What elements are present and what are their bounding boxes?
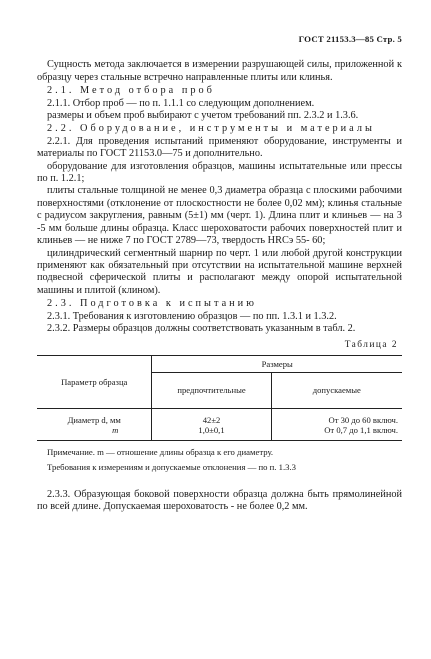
section-2-1-title: 2.1. Метод отбора проб <box>47 85 215 97</box>
section-2-2-title: 2.2. Оборудование, инструменты и материалы <box>47 123 375 135</box>
row-pref-diameter: 42±2 <box>202 414 221 425</box>
header-preferred: предпочтительные <box>152 372 271 408</box>
table-caption: Таблица 2 <box>344 340 398 351</box>
para-2-2-1-b: оборудование для изготовления образцов, машины испытательные или прессы по п. 1.2.1; <box>37 160 402 185</box>
row-name-diameter: Диаметр d, мм <box>67 414 121 425</box>
row-perm-m: От 0,7 до 1,1 включ. <box>324 425 398 436</box>
para-2-1-1-b: размеры и объем проб выбирают с учетом требований пп. 2.3.2 и 1.3.6. <box>47 110 359 122</box>
header-sizes: Размеры <box>152 355 402 372</box>
para-2-3-2: 2.3.2. Размеры образцов должны соответствовать указанным в табл. 2. <box>47 322 356 334</box>
page-header: ГОСТ 21153.3—85 Стр. 5 <box>298 34 402 44</box>
para-2-3-1: 2.3.1. Требования к изготовлению образцов — по пп. 1.3.1 и 1.3.2. <box>47 310 337 322</box>
header-param: Параметр образца <box>37 355 152 408</box>
table-2 <box>37 355 402 441</box>
header-permissible: допускаемые <box>271 372 402 408</box>
para-2-3-3: 2.3.3. Образующая боковой поверхности образца должна быть прямолинейной по всей длине. Допускаемая шероховатость - не более 0,2 мм. <box>37 488 402 513</box>
table-note-2: Требования к измерениям и допускаемые отклонения — по п. 1.3.3 <box>47 461 297 472</box>
table-row <box>37 408 402 440</box>
para-2-2-1-c: плиты стальные толщиной не менее 0,3 диаметра образца с плоскими рабочими поверхностями (отклонение от плоскостности не более 0,02 мм); клинья стальные с радиусом закругления, равным (5±1) мм (черт. 1). Длина плит и клиньев — на 3 -5 мм больше длины образца. Класс шероховатости рабочих поверхностей плит и клиньев — не ниже 7 по ГОСТ 2789—73, твердость HRCэ 55- 60; <box>37 185 402 247</box>
row-param-cell <box>37 408 152 440</box>
para-2-1-1: 2.1.1. Отбор проб — по п. 1.1.1 со следующим дополнением. <box>47 97 315 109</box>
row-name-m: m <box>112 425 119 436</box>
row-permissible-cell <box>271 408 402 440</box>
table-note: Примечание. m — отношение длины образца к его диаметру. <box>47 446 274 457</box>
para-2-2-1-d: цилиндрический сегментный шарнир по черт. 1 или любой другой конструкции применяют как обязательный при отсутствии на испытательной машине верхней подвесной сферической плиты и располагают между опорой испытательной машины и плитой (клином). <box>37 247 402 296</box>
row-pref-m: 1,0±0,1 <box>198 425 225 436</box>
row-preferred-cell <box>152 408 271 440</box>
para-2-2-1: 2.2.1. Для проведения испытаний применяют оборудование, инструменты и материалы по ГОСТ 21153.0—75 и дополнительно. <box>37 135 402 160</box>
row-perm-diameter: От 30 до 60 включ. <box>328 414 398 425</box>
section-2-3-title: 2.3. Подготовка к испытанию <box>47 298 257 310</box>
intro-paragraph: Сущность метода заключается в измерении разрушающей силы, приложенной к образцу через стальные встречно направленные плиты или клинья. <box>37 59 402 83</box>
